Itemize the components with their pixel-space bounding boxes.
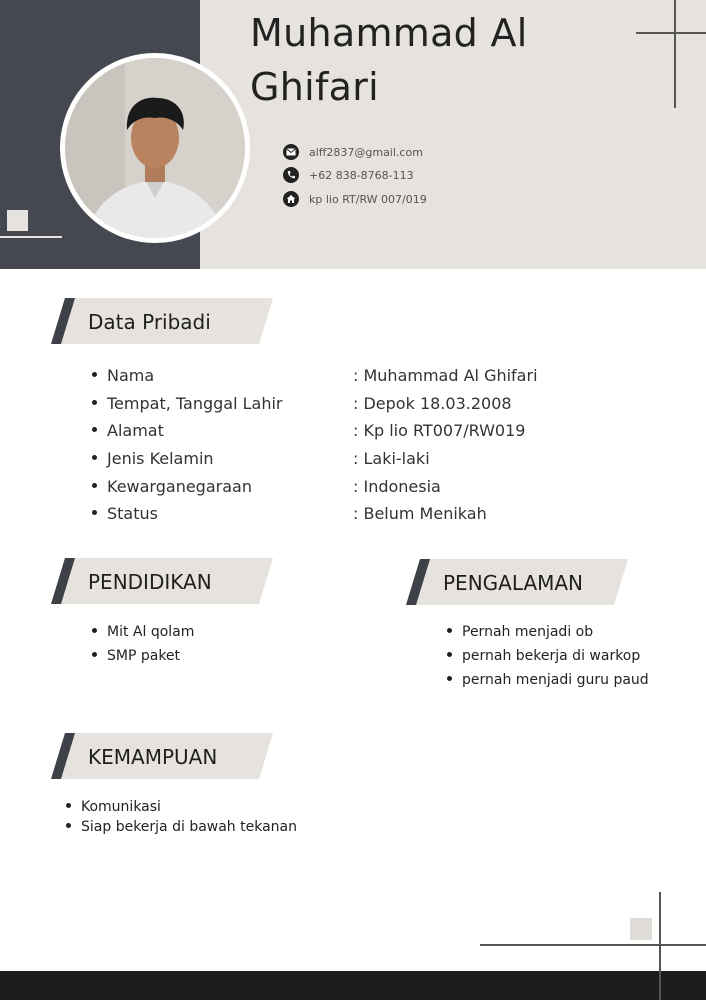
- field-label: Kewarganegaraan: [107, 477, 252, 496]
- home-icon: [283, 191, 299, 207]
- list-item: [66, 797, 161, 817]
- list-item: [447, 646, 640, 666]
- field-value: : Indonesia: [353, 477, 441, 496]
- list-item: [92, 477, 252, 497]
- field-label: Nama: [107, 366, 155, 385]
- bullet: [92, 427, 97, 432]
- contact-phone[interactable]: [283, 166, 414, 184]
- list-item: [92, 421, 164, 441]
- field-label: Alamat: [107, 421, 164, 440]
- decorative-horizontal-line: [480, 944, 706, 946]
- list-item: [92, 449, 214, 469]
- list-item-text: SMP paket: [107, 648, 181, 664]
- bullet: [92, 652, 97, 657]
- list-item: [92, 622, 194, 642]
- bullet: [92, 455, 97, 460]
- list-item: [92, 394, 283, 414]
- decorative-horizontal-line: [636, 32, 706, 34]
- email-icon: [283, 144, 299, 160]
- section-title: PENGALAMAN: [443, 571, 584, 595]
- list-item-text: Pernah menjadi ob: [462, 624, 594, 640]
- field-label: Tempat, Tanggal Lahir: [107, 394, 283, 413]
- section-label-pendidikan: [51, 558, 273, 604]
- footer-bar: [0, 971, 706, 1000]
- field-value: : Belum Menikah: [353, 504, 487, 523]
- list-item-text: pernah bekerja di warkop: [462, 648, 641, 664]
- list-item-text: Komunikasi: [81, 799, 161, 815]
- decorative-line: [0, 236, 62, 238]
- decorative-vertical-line: [659, 892, 661, 1000]
- decorative-vertical-line: [674, 0, 676, 108]
- bullet: [447, 652, 452, 657]
- section-label-data-pribadi: [51, 298, 273, 344]
- phone-icon: [283, 167, 299, 183]
- list-item: [447, 622, 593, 642]
- field-value: : Kp lio RT007/RW019: [353, 421, 526, 440]
- phone-text: +62 838-8768-113: [309, 168, 414, 182]
- page-title: [250, 6, 630, 114]
- list-item: [66, 817, 297, 837]
- bullet: [92, 400, 97, 405]
- bullet: [66, 823, 71, 828]
- field-label: Status: [107, 504, 158, 523]
- section-label-kemampuan: [51, 733, 273, 779]
- bullet: [447, 628, 452, 633]
- field-value: : Laki-laki: [353, 449, 430, 468]
- field-value: : Depok 18.03.2008: [353, 394, 512, 413]
- list-item-text: Mit Al qolam: [107, 624, 195, 640]
- address-text: kp lio RT/RW 007/019: [309, 192, 427, 206]
- list-item: [92, 646, 180, 666]
- list-item-text: Siap bekerja di bawah tekanan: [81, 819, 298, 835]
- field-label: Jenis Kelamin: [107, 449, 214, 468]
- decorative-square: [630, 918, 652, 940]
- contact-address[interactable]: [283, 190, 427, 208]
- list-item: [92, 366, 154, 386]
- list-item: [447, 670, 649, 690]
- section-title: PENDIDIKAN: [88, 570, 212, 594]
- contact-email[interactable]: [283, 143, 423, 161]
- list-item-text: pernah menjadi guru paud: [462, 672, 649, 688]
- decorative-square: [7, 210, 28, 231]
- profile-photo: [60, 53, 250, 243]
- name-line-2: Ghifari: [250, 65, 380, 109]
- bullet: [92, 628, 97, 633]
- list-item: [92, 504, 158, 524]
- bullet: [92, 483, 97, 488]
- bullet: [92, 510, 97, 515]
- bullet: [447, 676, 452, 681]
- bullet: [66, 803, 71, 808]
- section-title: Data Pribadi: [88, 310, 211, 334]
- name-line-1: Muhammad Al: [250, 11, 528, 55]
- field-value: : Muhammad Al Ghifari: [353, 366, 538, 385]
- section-label-pengalaman: [406, 559, 628, 605]
- email-text: alff2837@gmail.com: [309, 145, 423, 159]
- section-title: KEMAMPUAN: [88, 745, 218, 769]
- bullet: [92, 372, 97, 377]
